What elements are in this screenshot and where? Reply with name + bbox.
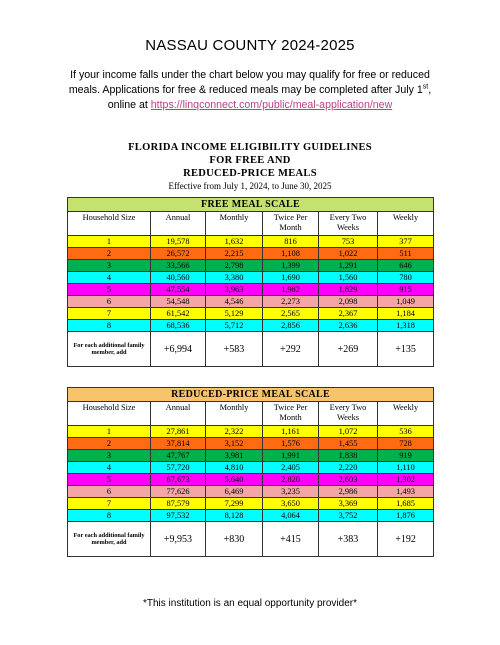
income-cell: 1,291 (319, 260, 378, 272)
income-cell: 1,632 (206, 236, 263, 248)
income-cell: 919 (378, 450, 434, 462)
column-header: Monthly (206, 212, 263, 236)
guidelines-heading-3: REDUCED-PRICE MEALS (183, 168, 317, 179)
income-cell: 1,838 (319, 450, 378, 462)
income-cell: 67,673 (151, 474, 206, 486)
income-cell: 2,820 (263, 474, 319, 486)
income-cell: 3,380 (206, 272, 263, 284)
household-size-cell: 4 (68, 462, 151, 474)
additional-member-cell: +292 (263, 332, 319, 367)
column-header: Twice Per Month (263, 402, 319, 426)
table-row (68, 272, 434, 284)
income-cell: 1,685 (378, 498, 434, 510)
effective-dates: Effective from July 1, 2024, to June 30, 2025 (168, 181, 332, 191)
additional-member-cell: +135 (378, 332, 434, 367)
income-cell: 4,064 (263, 510, 319, 522)
income-cell: 61,542 (151, 308, 206, 320)
additional-member-label: For each additional family member, add (68, 522, 151, 557)
income-cell: 1,318 (378, 320, 434, 332)
column-header: Every Two Weeks (319, 212, 378, 236)
income-cell: 1,991 (263, 450, 319, 462)
income-cell: 2,215 (206, 248, 263, 260)
income-cell: 2,220 (319, 462, 378, 474)
income-cell: 1,829 (319, 284, 378, 296)
income-cell: 1,576 (263, 438, 319, 450)
income-cell: 27,861 (151, 426, 206, 438)
income-cell: 77,626 (151, 486, 206, 498)
column-header: Every Two Weeks (319, 402, 378, 426)
income-cell: 3,235 (263, 486, 319, 498)
column-header: Twice Per Month (263, 212, 319, 236)
income-cell: 780 (378, 272, 434, 284)
income-cell: 1,876 (378, 510, 434, 522)
income-cell: 3,369 (319, 498, 378, 510)
income-cell: 57,720 (151, 462, 206, 474)
income-cell: 2,636 (319, 320, 378, 332)
income-cell: 1,493 (378, 486, 434, 498)
column-header: Annual (151, 402, 206, 426)
table-row (68, 260, 434, 272)
additional-member-cell: +269 (319, 332, 378, 367)
column-header: Household Size (68, 402, 151, 426)
table-row (68, 320, 434, 332)
household-size-cell: 4 (68, 272, 151, 284)
additional-member-cell: +6,994 (151, 332, 206, 367)
household-size-cell: 8 (68, 320, 151, 332)
household-size-cell: 7 (68, 498, 151, 510)
income-cell: 1,072 (319, 426, 378, 438)
income-cell: 1,108 (263, 248, 319, 260)
table-row (68, 284, 434, 296)
household-size-cell: 2 (68, 438, 151, 450)
table-row (68, 308, 434, 320)
income-cell: 3,650 (263, 498, 319, 510)
income-cell: 1,184 (378, 308, 434, 320)
additional-member-cell: +830 (206, 522, 263, 557)
meal-application-link[interactable]: https://linqconnect.com/public/meal-application/new (150, 99, 393, 111)
income-cell: 68,536 (151, 320, 206, 332)
income-cell: 2,322 (206, 426, 263, 438)
income-cell: 3,152 (206, 438, 263, 450)
additional-member-cell: +9,953 (151, 522, 206, 557)
table-row (68, 450, 434, 462)
household-size-cell: 3 (68, 450, 151, 462)
income-cell: 3,963 (206, 284, 263, 296)
income-cell: 1,399 (263, 260, 319, 272)
column-header: Weekly (378, 402, 434, 426)
income-cell: 536 (378, 426, 434, 438)
income-cell: 3,981 (206, 450, 263, 462)
reduced-price-meal-scale-table (67, 387, 434, 557)
income-cell: 1,982 (263, 284, 319, 296)
income-cell: 1,049 (378, 296, 434, 308)
table-row (68, 474, 434, 486)
income-cell: 7,299 (206, 498, 263, 510)
additional-member-label: For each additional family member, add (68, 332, 151, 367)
income-cell: 4,810 (206, 462, 263, 474)
intro-line-3: online at (107, 99, 151, 111)
table-row (68, 498, 434, 510)
income-cell: 1,302 (378, 474, 434, 486)
additional-member-row (68, 332, 434, 367)
reduced-price-meal-scale-title: REDUCED-PRICE MEAL SCALE (68, 388, 434, 402)
income-cell: 2,405 (263, 462, 319, 474)
table-row (68, 462, 434, 474)
income-cell: 915 (378, 284, 434, 296)
intro-text: If your income falls under the chart below you may qualify for free or reduced meals. Applications for free & reduced meals may be completed after July 1st, online at https://linqconnect.com/public/meal-application/new (68, 69, 432, 111)
income-cell: 5,640 (206, 474, 263, 486)
household-size-cell: 6 (68, 486, 151, 498)
equal-opportunity-statement: *This institution is an equal opportunity provider* (142, 598, 357, 609)
income-cell: 2,986 (319, 486, 378, 498)
household-size-cell: 8 (68, 510, 151, 522)
income-cell: 3,752 (319, 510, 378, 522)
household-size-cell: 2 (68, 248, 151, 260)
intro-line-1: If your income falls under the chart below you may qualify for free or reduced (70, 69, 430, 81)
income-cell: 26,572 (151, 248, 206, 260)
income-cell: 511 (378, 248, 434, 260)
income-cell: 1,022 (319, 248, 378, 260)
household-size-cell: 5 (68, 474, 151, 486)
household-size-cell: 3 (68, 260, 151, 272)
table-row (68, 438, 434, 450)
income-cell: 2,603 (319, 474, 378, 486)
household-size-cell: 1 (68, 236, 151, 248)
income-cell: 8,128 (206, 510, 263, 522)
income-cell: 1,455 (319, 438, 378, 450)
income-cell: 2,565 (263, 308, 319, 320)
income-cell: 37,814 (151, 438, 206, 450)
table-row (68, 236, 434, 248)
income-cell: 47,767 (151, 450, 206, 462)
income-cell: 1,110 (378, 462, 434, 474)
income-cell: 1,690 (263, 272, 319, 284)
additional-member-cell: +383 (319, 522, 378, 557)
income-cell: 377 (378, 236, 434, 248)
income-cell: 2,098 (319, 296, 378, 308)
table-row (68, 510, 434, 522)
additional-member-row (68, 522, 434, 557)
column-header: Annual (151, 212, 206, 236)
household-size-cell: 6 (68, 296, 151, 308)
income-cell: 2,273 (263, 296, 319, 308)
income-cell: 19,578 (151, 236, 206, 248)
table-row (68, 296, 434, 308)
table-row (68, 486, 434, 498)
household-size-cell: 1 (68, 426, 151, 438)
column-header: Household Size (68, 212, 151, 236)
income-cell: 816 (263, 236, 319, 248)
income-cell: 2,798 (206, 260, 263, 272)
table-row (68, 426, 434, 438)
page-title: NASSAU COUNTY 2024-2025 (145, 37, 355, 54)
intro-line-2: meals. Applications for free & reduced meals may be completed after July 1 (68, 84, 423, 96)
income-cell: 6,469 (206, 486, 263, 498)
income-cell: 753 (319, 236, 378, 248)
income-cell: 1,161 (263, 426, 319, 438)
column-header: Monthly (206, 402, 263, 426)
free-meal-scale-table (67, 197, 434, 367)
guidelines-heading-2: FOR FREE AND (209, 155, 291, 166)
guidelines-heading-1: FLORIDA INCOME ELIGIBILITY GUIDELINES (128, 142, 372, 153)
additional-member-cell: +415 (263, 522, 319, 557)
additional-member-cell: +192 (378, 522, 434, 557)
income-cell: 646 (378, 260, 434, 272)
table-row (68, 248, 434, 260)
income-cell: 54,548 (151, 296, 206, 308)
household-size-cell: 7 (68, 308, 151, 320)
income-cell: 2,367 (319, 308, 378, 320)
income-cell: 33,566 (151, 260, 206, 272)
income-cell: 40,560 (151, 272, 206, 284)
income-cell: 728 (378, 438, 434, 450)
income-cell: 5,129 (206, 308, 263, 320)
income-cell: 97,532 (151, 510, 206, 522)
column-header: Weekly (378, 212, 434, 236)
income-cell: 47,554 (151, 284, 206, 296)
intro-superscript: st (422, 83, 429, 91)
income-cell: 2,856 (263, 320, 319, 332)
additional-member-cell: +583 (206, 332, 263, 367)
income-cell: 5,712 (206, 320, 263, 332)
income-cell: 1,560 (319, 272, 378, 284)
income-cell: 87,579 (151, 498, 206, 510)
free-meal-scale-title: FREE MEAL SCALE (68, 198, 434, 212)
income-cell: 4,546 (206, 296, 263, 308)
household-size-cell: 5 (68, 284, 151, 296)
